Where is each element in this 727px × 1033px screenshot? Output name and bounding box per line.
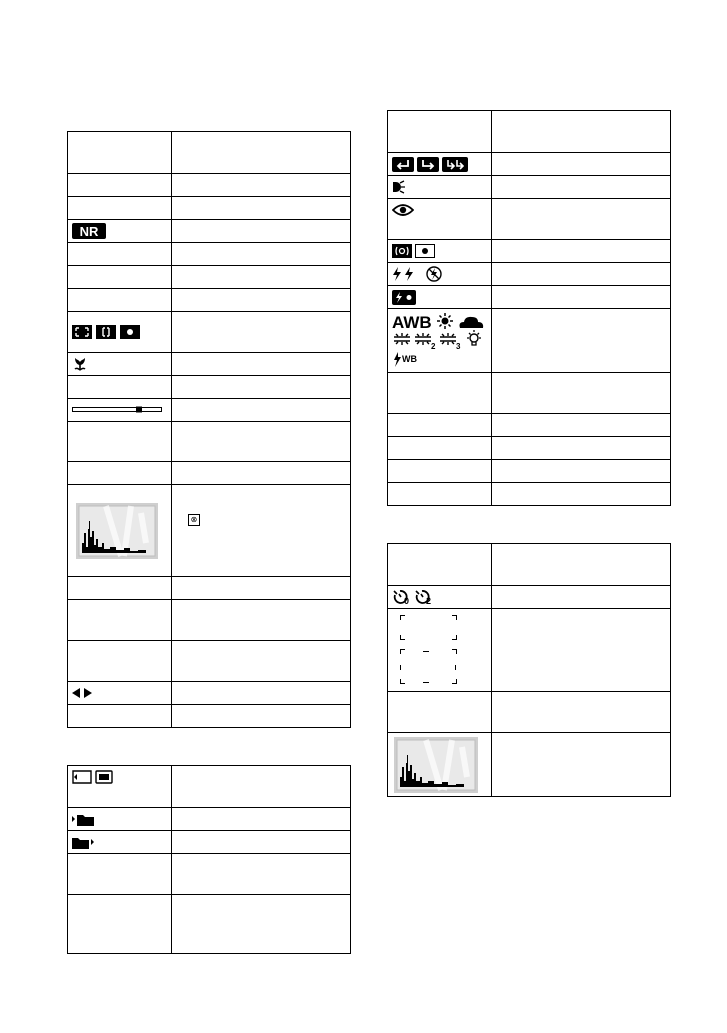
zoom-scale-bar-icon [72, 406, 162, 414]
table-a-header-col2 [172, 132, 351, 174]
cloudy-icon [460, 317, 484, 328]
macro-flower-icon [72, 356, 88, 372]
flash-off-icon [426, 266, 442, 282]
table-row [68, 243, 172, 266]
svg-text:2: 2 [431, 342, 436, 351]
table-d [387, 543, 671, 797]
table-row [388, 309, 492, 373]
table-b [67, 765, 351, 954]
table-row [388, 609, 492, 692]
table-row [68, 462, 172, 485]
memory-card-icon [72, 770, 92, 784]
table-row [68, 895, 172, 954]
folder-arrows-icon [442, 157, 468, 172]
forward-arrow-icon [417, 157, 439, 172]
table-row [388, 153, 492, 176]
table-row [68, 854, 172, 895]
fluorescent-icons [394, 333, 461, 351]
histogram-thumbnail-icon [394, 737, 478, 793]
playback-folder-icon [72, 836, 94, 849]
table-row [388, 240, 492, 263]
table-row [388, 263, 492, 286]
white-balance-icons [392, 312, 492, 370]
histogram-thumbnail-icon [76, 503, 158, 559]
table-row [388, 373, 492, 414]
svg-text:0: 0 [404, 596, 410, 605]
table-row [388, 414, 492, 437]
table-d-header-col1 [388, 544, 492, 586]
af-range-finder-frame-icons [392, 609, 496, 691]
svg-text:WB: WB [402, 354, 417, 364]
table-row [388, 733, 492, 797]
nr-label: NR [79, 224, 99, 239]
incandescent-icon [467, 330, 481, 345]
flash-auto-icon [392, 267, 402, 281]
internal-memory-icon [95, 770, 113, 784]
left-right-arrows-icon [72, 688, 92, 698]
cancel-mark-icon: ⊗ [188, 514, 200, 526]
table-row [388, 437, 492, 460]
table-row [68, 705, 172, 728]
spot-af-frame-icon [120, 325, 140, 339]
self-timer-10s-icon [392, 589, 412, 605]
table-c-header-col2 [492, 111, 671, 153]
flash-wb-icon [394, 352, 417, 367]
table-row [68, 485, 172, 577]
noise-reduction-icon [72, 223, 106, 239]
wide-af-frame-icon [72, 325, 92, 339]
table-row [388, 692, 492, 733]
table-row [68, 174, 172, 197]
table-row [68, 600, 172, 641]
flash-forced-icon [404, 267, 414, 281]
awb-label: AWB [392, 313, 432, 332]
center-af-frame-icon [96, 325, 116, 339]
table-a-header-col1 [68, 132, 172, 174]
return-arrow-icon [392, 157, 414, 172]
red-eye-icon [392, 203, 414, 217]
self-timer-2s-icon [414, 589, 434, 605]
table-row [68, 831, 172, 854]
table-row [388, 199, 492, 240]
table-b-header-col2 [172, 766, 351, 808]
recording-folder-icon [72, 813, 94, 826]
table-row [68, 220, 172, 243]
table-row [68, 289, 172, 312]
table-row [388, 483, 492, 506]
svg-text:3: 3 [456, 342, 461, 351]
table-row [68, 641, 172, 682]
svg-text:2: 2 [426, 596, 432, 605]
table-row [388, 460, 492, 483]
table-c-header-col1 [388, 111, 492, 153]
table-d-header-col2 [492, 544, 671, 586]
table-row [68, 312, 172, 353]
table-row [68, 808, 172, 831]
table-row [68, 577, 172, 600]
daylight-icon [437, 313, 453, 329]
table-row [388, 176, 492, 199]
af-illuminator-icon [392, 180, 406, 194]
multi-pattern-metering-icon [392, 244, 412, 258]
table-a [67, 131, 351, 728]
table-c [387, 110, 671, 506]
table-row [68, 353, 172, 376]
table-row [388, 586, 492, 609]
table-row [68, 422, 172, 462]
flash-charging-icon [392, 290, 416, 305]
table-row [68, 197, 172, 220]
spot-metering-icon [415, 244, 435, 258]
table-row [68, 399, 172, 422]
table-row [388, 286, 492, 309]
table-b-header-col1 [68, 766, 172, 808]
table-row [68, 682, 172, 705]
table-row [68, 376, 172, 399]
table-row [68, 266, 172, 289]
